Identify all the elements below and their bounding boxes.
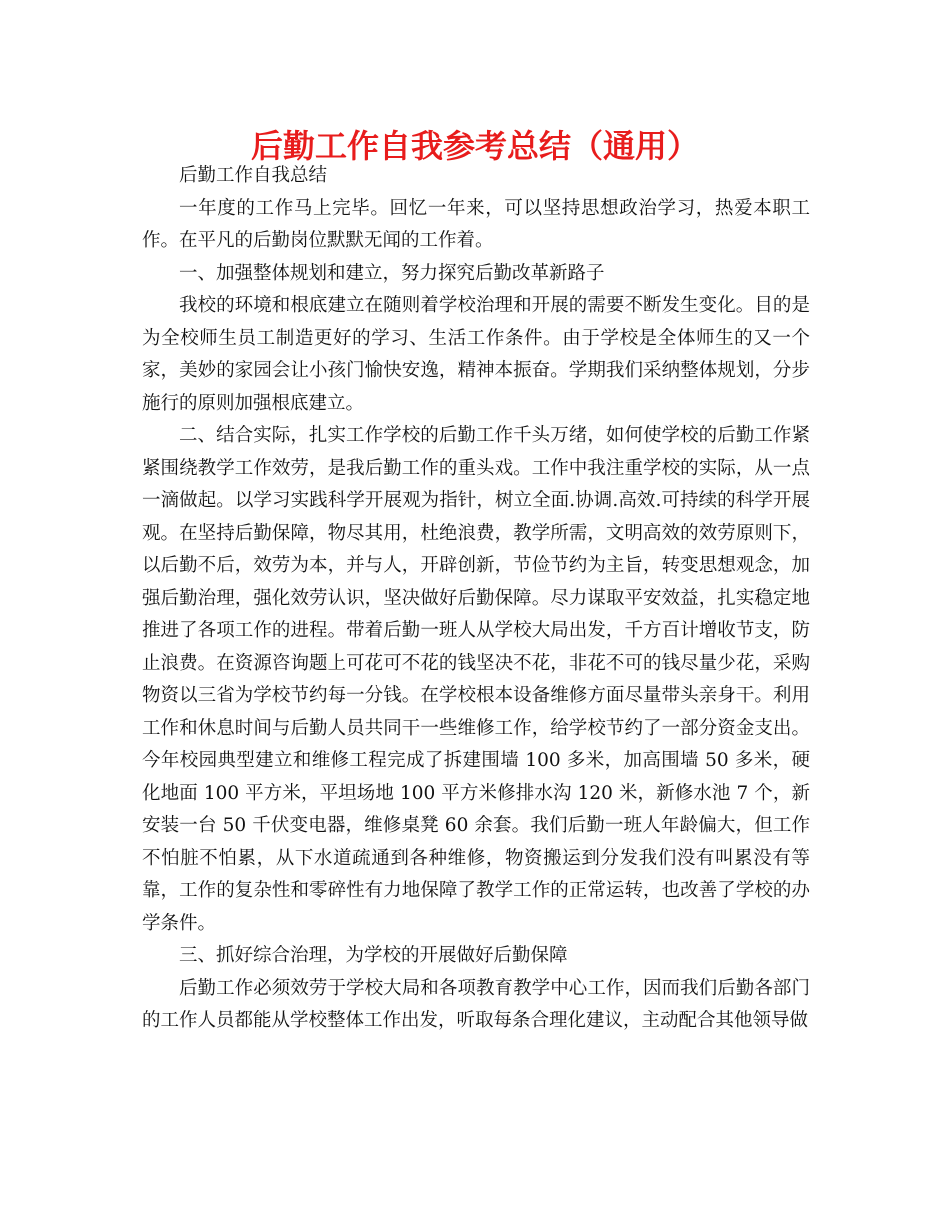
paragraph-section-2: 二、结合实际，扎实工作学校的后勤工作千头万绪，如何使学校的后勤工作紧紧围绕教学工作效劳，是我后勤工作的重头戏。工作中我注重学校的实际，从一点一滴做起。以学习实践科学开展观为指针，树立全面.协调.高效.可持续的科学开展观。在坚持后勤保障，物尽其用，杜绝浪费，教学所需，文明高效的效劳原则下，以后勤不后，效劳为本，并与人，开辟创新，节俭节约为主旨，转变思想观念，加强后勤治理，强化效劳认识，坚决做好后勤保障。尽力谋取平安效益，扎实稳定地推进了各项工作的进程。带着后勤一班人从学校大局出发，千方百计增收节支，防止浪费。在资源咨询题上可花可不花的钱坚决不花，非花不可的钱尽量少花，采购物资以三省为学校节约每一分钱。在学校根本设备维修方面尽量带头亲身干。利用工作和休息时间与后勤人员共同干一些维修工作，给学校节约了一部分资金支出。今年校园典型建立和维修工程完成了拆建围墙 100 多米，加高围墙 50 多米，硬化地面 100 平方米，平坦场地 100 平方米修排水沟 120 米，新修水池 7 个，新安装一台 50 千伏变电器，维修桌凳 60 余套。我们后勤一班人年龄偏大，但工作不怕脏不怕累，从下水道疏通到各种维修，物资搬运到分发我们没有叫累没有等靠，工作的复杂性和零碎性有力地保障了教学工作的正常运转，也改善了学校的办学条件。: [142, 425, 810, 934]
document-body: [142, 160, 810, 1038]
paragraph-subtitle: 后勤工作自我总结: [179, 165, 328, 186]
paragraph-intro: 一年度的工作马上完毕。回忆一年来，可以坚持思想政治学习，热爱本职工作。在平凡的后勤岗位默默无闻的工作着。: [142, 197, 810, 251]
heading-section-3: 三、抓好综合治理，为学校的开展做好后勤保障: [179, 945, 568, 966]
paragraph-section-3: 后勤工作必须效劳于学校大局和各项教育教学中心工作，因而我们后勤各部门的工作人员都能从学校整体工作出发，听取每条合理化建议，主动配合其他领导做: [142, 977, 810, 1031]
document-title: 后勤工作自我参考总结（通用）: [250, 127, 699, 165]
paragraph-section-1: 我校的环境和根底建立在随则着学校治理和开展的需要不断发生变化。目的是为全校师生员工制造更好的学习、生活工作条件。由于学校是全体师生的又一个家，美妙的家园会让小孩门愉快安逸，精神本振奋。学期我们采纳整体规划，分步施行的原则加强根底建立。: [142, 295, 810, 414]
heading-section-1: 一、加强整体规划和建立，努力探究后勤改革新路子: [179, 262, 605, 284]
